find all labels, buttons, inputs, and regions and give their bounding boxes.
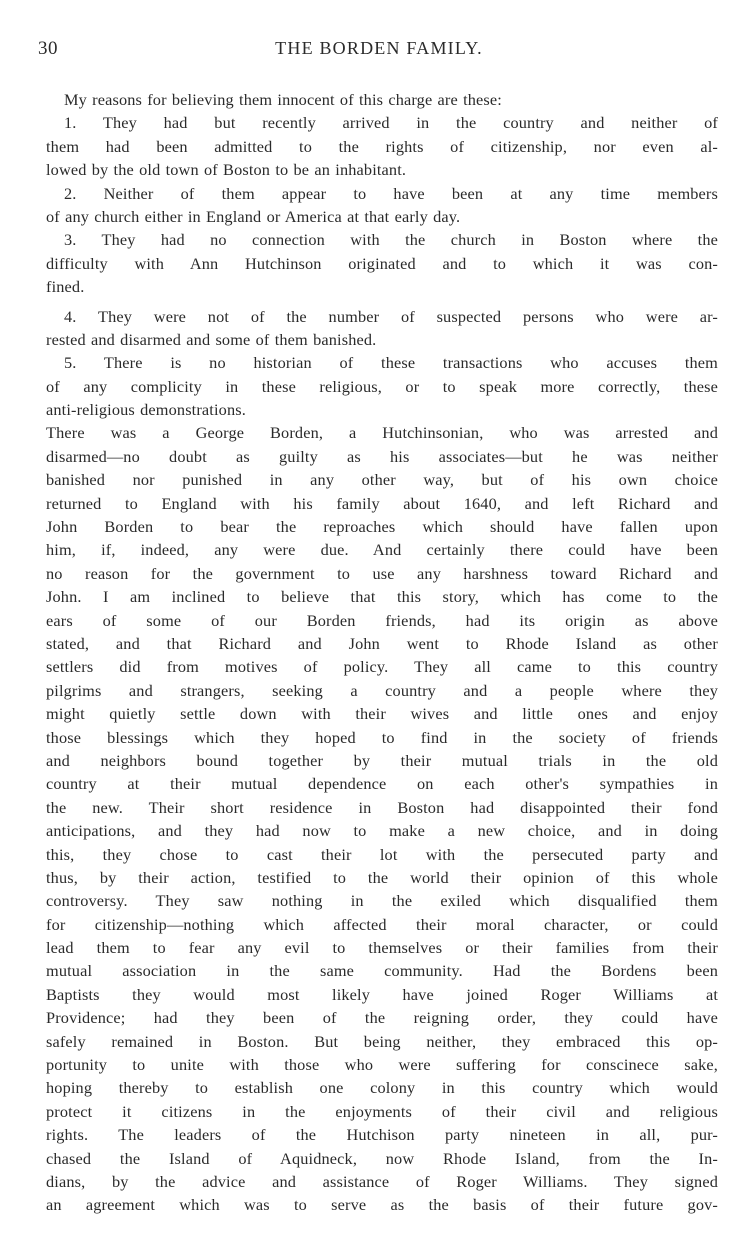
text-line: and neighbors bound together by their mutual trials in the old (46, 750, 718, 770)
text-line: rights. The leaders of the Hutchison party nineteen in all, pur- (46, 1125, 718, 1145)
text-line: Providence; had they been of the reigning order, they could have (46, 1008, 718, 1028)
text-line: those blessings which they hoped to find in the society of friends (46, 727, 718, 747)
text-line: 2. Neither of them appear to have been at any time members (64, 183, 718, 203)
running-head: THE BORDEN FAMILY. (275, 38, 483, 58)
text-line: chased the Island of Aquidneck, now Rhode Island, from the In- (46, 1148, 718, 1168)
text-line: mutual association in the same community. Had the Bordens been (46, 961, 718, 981)
text-line: 3. They had no connection with the church in Boston where the (64, 230, 718, 250)
text-line: dians, by the advice and assistance of Roger Williams. They signed (46, 1171, 718, 1191)
text-line: lead them to fear any evil to themselves or their families from their (46, 938, 718, 958)
text-line: pilgrims and strangers, seeking a country and a people where they (46, 680, 718, 700)
text-line: the new. Their short residence in Boston had disappointed their fond (46, 797, 718, 817)
text-line: thus, by their action, testified to the world their opinion of this whole (46, 867, 718, 887)
text-line: anticipations, and they had now to make a new choice, and in doing (46, 821, 718, 841)
text-line: safely remained in Boston. But being neither, they embraced this op- (46, 1031, 718, 1051)
text-line: controversy. They saw nothing in the exiled which disqualified them (46, 891, 718, 911)
text-line: John. I am inclined to believe that this story, which has come to the (46, 587, 718, 607)
text-line: John Borden to bear the reproaches which should have fallen upon (46, 517, 718, 537)
text-line: for citizenship—nothing which affected their moral character, or could (46, 914, 718, 934)
page-header (38, 38, 720, 68)
text-line: My reasons for believing them innocent of this charge are these: (64, 90, 502, 109)
text-line: banished nor punished in any other way, but of his own choice (46, 470, 718, 490)
text-line: this, they chose to cast their lot with the persecuted party and (46, 844, 718, 864)
text-line: country at their mutual dependence on each other's sympathies in (46, 774, 718, 794)
text-line: There was a George Borden, a Hutchinsonian, who was arrested and (46, 423, 718, 443)
text-line: no reason for the government to use any harshness toward Richard and (46, 563, 718, 583)
text-line: might quietly settle down with their wives and little ones and enjoy (46, 704, 718, 724)
text-line: an agreement which was to serve as the basis of their future gov- (46, 1195, 718, 1215)
text-line: hoping thereby to establish one colony in this country which would (46, 1078, 718, 1098)
text-line: returned to England with his family about 1640, and left Richard and (46, 493, 718, 513)
text-line: 4. They were not of the number of suspected persons who were ar- (64, 306, 718, 326)
text-line: lowed by the old town of Boston to be an inhabitant. (46, 160, 407, 180)
text-line: ears of some of our Borden friends, had its origin as above (46, 610, 718, 630)
text-line: rested and disarmed and some of them banished. (46, 329, 377, 349)
text-line: difficulty with Ann Hutchinson originated and to which it was con- (46, 253, 718, 273)
text-line: 5. There is no historian of these transactions who accuses them (64, 353, 718, 373)
body-text (46, 88, 718, 1217)
text-line: fined. (46, 277, 85, 297)
text-line: of any church either in England or America at that early day. (46, 206, 461, 226)
text-line: of any complicity in these religious, or to speak more correctly, these (46, 376, 718, 396)
text-line: anti-religious demonstrations. (46, 400, 246, 420)
text-line: protect it citizens in the enjoyments of their civil and religious (46, 1101, 718, 1121)
text-line: stated, and that Richard and John went to Rhode Island as other (46, 633, 718, 653)
text-line: settlers did from motives of policy. They all came to this country (46, 657, 718, 677)
text-line: disarmed—no doubt as guilty as his associates—but he was neither (46, 446, 718, 466)
text-line: 1. They had but recently arrived in the country and neither of (64, 113, 718, 133)
text-line: them had been admitted to the rights of citizenship, nor even al- (46, 136, 718, 156)
text-line: him, if, indeed, any were due. And certainly there could have been (46, 540, 718, 560)
page-number: 30 (38, 38, 58, 59)
text-line: Baptists they would most likely have joined Roger Williams at (46, 984, 718, 1004)
text-line: portunity to unite with those who were suffering for conscinece sake, (46, 1055, 718, 1075)
